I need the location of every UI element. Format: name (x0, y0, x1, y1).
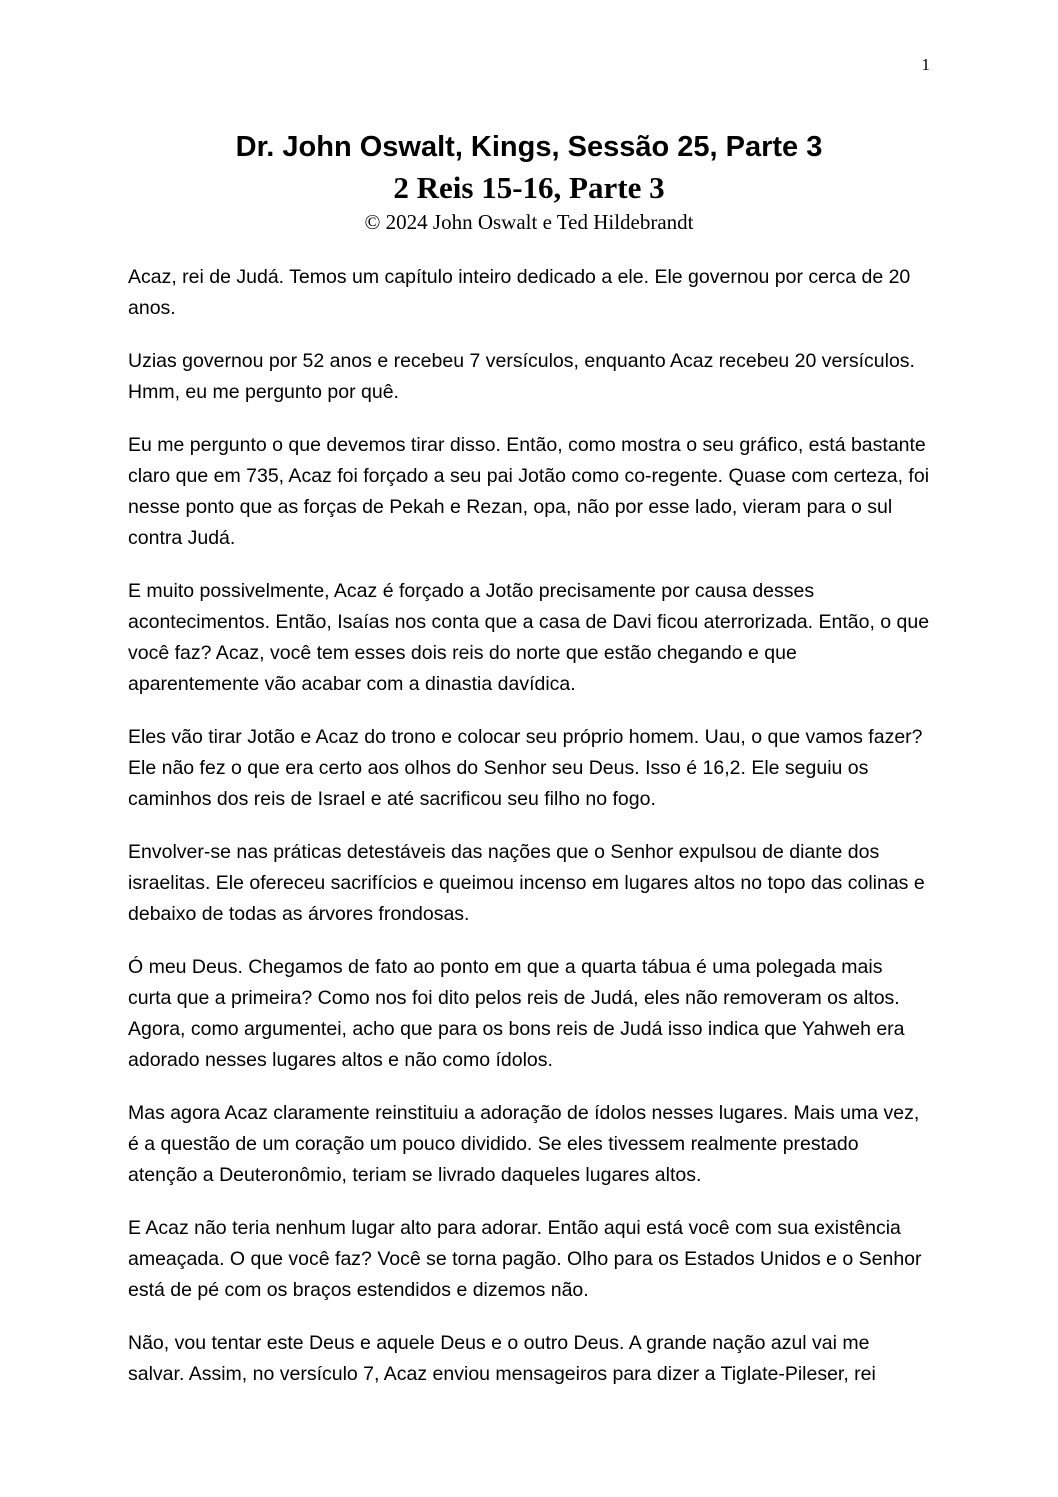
document-title-line-2: 2 Reis 15-16, Parte 3 (393, 170, 665, 205)
paragraph: Eu me pergunto o que devemos tirar disso. Então, como mostra o seu gráfico, está bastante claro que em 735, Acaz foi forçado a seu pai Jotão como co-regente. Quase com certeza, foi nesse ponto que as forças de Pekah e Rezan, opa, não por esse lado, vieram para o sul contra Judá. (128, 434, 930, 549)
paragraph: Eles vão tirar Jotão e Acaz do trono e colocar seu próprio homem. Uau, o que vamos fazer? Ele não fez o que era certo aos olhos do Senhor seu Deus. Isso é 16,2. Ele seguiu os caminhos dos reis de Israel e até sacrificou seu filho no fogo. (128, 726, 923, 810)
paragraph: E muito possivelmente, Acaz é forçado a Jotão precisamente por causa desses acontecimentos. Então, Isaías nos conta que a casa de Davi ficou aterrorizada. Então, o que você faz? Acaz, você tem esses dois reis do norte que estão chegando e que aparentemente vão acabar com a dinastia davídica. (128, 580, 930, 695)
paragraph: Ó meu Deus. Chegamos de fato ao ponto em que a quarta tábua é uma polegada mais curta que a primeira? Como nos foi dito pelos reis de Judá, eles não removeram os altos. Agora, como argumentei, acho que para os bons reis de Judá isso indica que Yahweh era adorado nesses lugares altos e não como ídolos. (128, 956, 905, 1071)
document-title-line-1: Dr. John Oswalt, Kings, Sessão 25, Parte 3 (235, 131, 823, 163)
paragraph: E Acaz não teria nenhum lugar alto para adorar. Então aqui está você com sua existência ameaçada. O que você faz? Você se torna pagão. Olho para os Estados Unidos e o Senhor está de pé com os braços estendidos e dizemos não. (128, 1217, 922, 1301)
document-header (0, 0, 1058, 236)
paragraph: Acaz, rei de Judá. Temos um capítulo inteiro dedicado a ele. Ele governou por cerca de 20 anos. (128, 266, 911, 319)
paragraph: Mas agora Acaz claramente reinstituiu a adoração de ídolos nesses lugares. Mais uma vez, é a questão de um coração um pouco dividido. Se eles tivessem realmente prestado atenção a Deuteronômio, teriam se livrado daqueles lugares altos. (128, 1102, 920, 1186)
paragraph: Não, vou tentar este Deus e aquele Deus e o outro Deus. A grande nação azul vai me salvar. Assim, no versículo 7, Acaz enviou mensageiros para dizer a Tiglate-Pileser, rei (128, 1332, 876, 1385)
page-number: 1 (921, 55, 930, 74)
paragraph: Uzias governou por 52 anos e recebeu 7 versículos, enquanto Acaz recebeu 20 versículos. Hmm, eu me pergunto por quê. (128, 350, 915, 403)
paragraph: Envolver-se nas práticas detestáveis das nações que o Senhor expulsou de diante dos israelitas. Ele ofereceu sacrifícios e queimou incenso em lugares altos no topo das colinas e debaixo de todas as árvores frondosas. (128, 841, 925, 925)
copyright-line: © 2024 John Oswalt e Ted Hildebrandt (364, 210, 694, 234)
document-body (128, 262, 930, 1390)
